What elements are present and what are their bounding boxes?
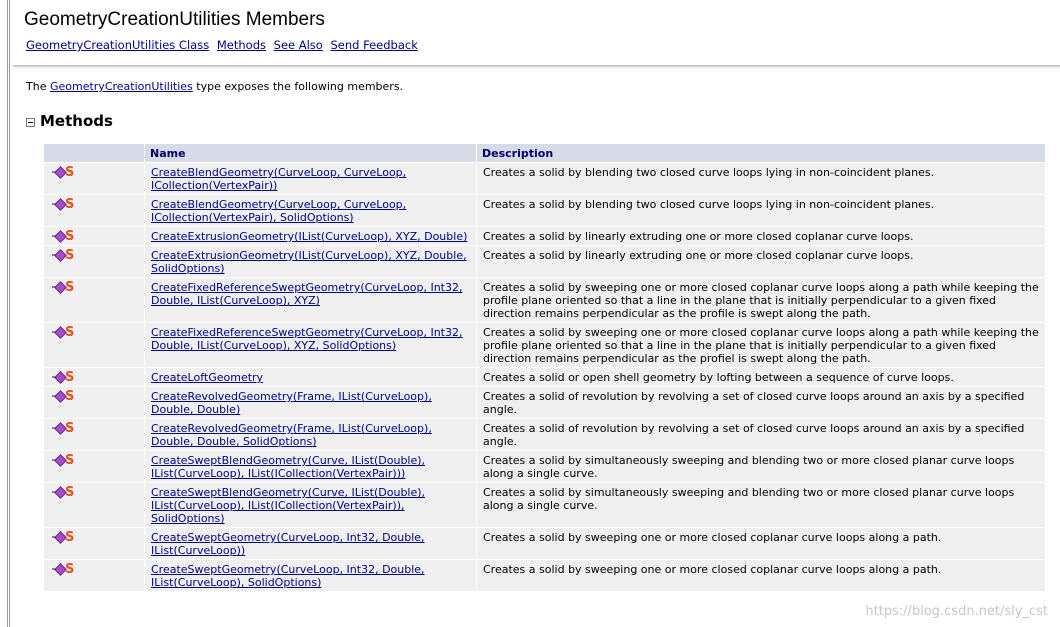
static-icon: S bbox=[65, 421, 75, 436]
member-link[interactable]: CreateLoftGeometry bbox=[151, 371, 264, 384]
member-description: Creates a solid by linearly extruding one or more closed coplanar curve loops. bbox=[477, 227, 1045, 245]
member-icons-cell bbox=[44, 560, 144, 591]
member-type-icons bbox=[52, 372, 138, 383]
member-icons-cell bbox=[44, 278, 144, 322]
static-icon: S bbox=[65, 530, 75, 545]
member-icons-cell bbox=[44, 387, 144, 418]
public-method-icon bbox=[52, 372, 64, 383]
member-rows bbox=[44, 163, 1045, 591]
member-description: Creates a solid of revolution by revolving a set of closed curve loops around an axis by a specified angle. bbox=[477, 419, 1045, 450]
table-row bbox=[44, 483, 1045, 527]
member-link[interactable]: CreateBlendGeometry(CurveLoop, CurveLoop, ICollection(VertexPair)) bbox=[151, 166, 407, 192]
member-type-icons bbox=[52, 532, 138, 543]
methods-section-header[interactable] bbox=[26, 112, 113, 130]
methods-link[interactable]: Methods bbox=[216, 38, 266, 52]
member-name-cell bbox=[145, 387, 476, 418]
member-icons-cell bbox=[44, 246, 144, 277]
public-method-icon bbox=[52, 167, 64, 178]
public-method-icon bbox=[52, 250, 64, 261]
member-icons-cell bbox=[44, 368, 144, 386]
watermark: https://blog.csdn.net/sly_cst bbox=[865, 604, 1048, 619]
table-row bbox=[44, 368, 1045, 386]
member-icons-cell bbox=[44, 528, 144, 559]
description-column-header: Description bbox=[477, 144, 1045, 162]
member-name-cell bbox=[145, 163, 476, 194]
member-type-icons bbox=[52, 391, 138, 402]
table-row bbox=[44, 246, 1045, 277]
member-name-cell bbox=[145, 419, 476, 450]
member-type-icons bbox=[52, 423, 138, 434]
table-row bbox=[44, 278, 1045, 322]
member-link[interactable]: CreateRevolvedGeometry(Frame, IList(CurveLoop), Double, Double, SolidOptions) bbox=[151, 422, 432, 448]
table-row bbox=[44, 227, 1045, 245]
public-method-icon bbox=[52, 532, 64, 543]
member-description: Creates a solid by sweeping one or more closed coplanar curve loops along a path while keeping the profile plane oriented so that a line in the plane that is initially perpendicular to a given fixed direction remains perpendicular as the profiel is swept along the path. bbox=[477, 323, 1045, 367]
public-method-icon bbox=[52, 327, 64, 338]
member-icons-cell bbox=[44, 451, 144, 482]
member-name-cell bbox=[145, 528, 476, 559]
member-link[interactable]: CreateFixedReferenceSweptGeometry(CurveLoop, Int32, Double, IList(CurveLoop), XYZ, SolidOptions) bbox=[151, 326, 463, 352]
table-row bbox=[44, 387, 1045, 418]
member-name-cell bbox=[145, 483, 476, 527]
member-type-icons bbox=[52, 250, 138, 261]
member-link[interactable]: CreateExtrusionGeometry(IList(CurveLoop), XYZ, Double, SolidOptions) bbox=[151, 249, 467, 275]
static-icon: S bbox=[65, 229, 75, 244]
member-description: Creates a solid by simultaneously sweeping and blending two or more closed planar curve loops along a single curve. bbox=[477, 483, 1045, 527]
member-name-cell bbox=[145, 195, 476, 226]
table-row bbox=[44, 528, 1045, 559]
header-links bbox=[26, 38, 422, 52]
member-link[interactable]: CreateSweptBlendGeometry(Curve, IList(Double), IList(CurveLoop), IList(ICollection(VertexPair))) bbox=[151, 454, 426, 480]
static-icon: S bbox=[65, 485, 75, 500]
member-type-icons bbox=[52, 455, 138, 466]
static-icon: S bbox=[65, 562, 75, 577]
member-type-icons bbox=[52, 487, 138, 498]
member-icons-cell bbox=[44, 483, 144, 527]
member-name-cell bbox=[145, 560, 476, 591]
member-type-icons bbox=[52, 167, 138, 178]
member-description: Creates a solid by linearly extruding one or more closed coplanar curve loops. bbox=[477, 246, 1045, 277]
see-also-link[interactable]: See Also bbox=[273, 38, 323, 52]
left-frame-border bbox=[0, 0, 10, 627]
public-method-icon bbox=[52, 199, 64, 210]
table-row bbox=[44, 560, 1045, 591]
name-column-header: Name bbox=[145, 144, 476, 162]
class-link[interactable]: GeometryCreationUtilities Class bbox=[26, 38, 210, 52]
public-method-icon bbox=[52, 282, 64, 293]
send-feedback-link[interactable]: Send Feedback bbox=[330, 38, 418, 52]
public-method-icon bbox=[52, 564, 64, 575]
member-description: Creates a solid by blending two closed curve loops lying in non-coincident planes. bbox=[477, 163, 1045, 194]
member-type-icons bbox=[52, 231, 138, 242]
member-name-cell bbox=[145, 278, 476, 322]
static-icon: S bbox=[65, 280, 75, 295]
member-type-icons bbox=[52, 199, 138, 210]
member-description: Creates a solid by sweeping one or more closed coplanar curve loops along a path. bbox=[477, 560, 1045, 591]
member-link[interactable]: CreateSweptBlendGeometry(Curve, IList(Double), IList(CurveLoop), IList(ICollection(VertexPair)), SolidOptions) bbox=[151, 486, 426, 525]
static-icon: S bbox=[65, 197, 75, 212]
member-description: Creates a solid by blending two closed curve loops lying in non-coincident planes. bbox=[477, 195, 1045, 226]
member-link[interactable]: CreateExtrusionGeometry(IList(CurveLoop), XYZ, Double) bbox=[151, 230, 468, 243]
member-link[interactable]: CreateSweptGeometry(CurveLoop, Int32, Double, IList(CurveLoop)) bbox=[151, 531, 425, 557]
static-icon: S bbox=[65, 370, 75, 385]
static-icon: S bbox=[65, 165, 75, 180]
member-link[interactable]: CreateSweptGeometry(CurveLoop, Int32, Double, IList(CurveLoop), SolidOptions) bbox=[151, 563, 425, 589]
member-link[interactable]: CreateFixedReferenceSweptGeometry(CurveLoop, Int32, Double, IList(CurveLoop), XYZ) bbox=[151, 281, 463, 307]
intro-text: The GeometryCreationUtilities type exposes the following members. bbox=[26, 80, 404, 93]
member-icons-cell bbox=[44, 163, 144, 194]
member-description: Creates a solid of revolution by revolving a set of closed curve loops around an axis by a specified angle. bbox=[477, 387, 1045, 418]
type-link[interactable]: GeometryCreationUtilities bbox=[49, 80, 193, 93]
table-row bbox=[44, 451, 1045, 482]
member-name-cell bbox=[145, 246, 476, 277]
members-table bbox=[43, 143, 1046, 592]
static-icon: S bbox=[65, 248, 75, 263]
page-title: GeometryCreationUtilities Members bbox=[24, 9, 325, 30]
table-row bbox=[44, 419, 1045, 450]
page-header bbox=[13, 0, 1060, 66]
member-description: Creates a solid by sweeping one or more closed coplanar curve loops along a path while keeping the profile plane oriented so that a line in the plane that is initially perpendicular to a given fixed direction remains perpendicular as the profile is swept along the path. bbox=[477, 278, 1045, 322]
member-description: Creates a solid by simultaneously sweeping and blending two or more closed planar curve loops along a single curve. bbox=[477, 451, 1045, 482]
public-method-icon bbox=[52, 487, 64, 498]
public-method-icon bbox=[52, 423, 64, 434]
member-description: Creates a solid or open shell geometry by lofting between a sequence of curve loops. bbox=[477, 368, 1045, 386]
member-description: Creates a solid by sweeping one or more closed coplanar curve loops along a path. bbox=[477, 528, 1045, 559]
public-method-icon bbox=[52, 391, 64, 402]
main-content bbox=[13, 72, 1060, 627]
member-link[interactable]: CreateBlendGeometry(CurveLoop, CurveLoop, ICollection(VertexPair), SolidOptions) bbox=[151, 198, 407, 224]
static-icon: S bbox=[65, 325, 75, 340]
member-name-cell bbox=[145, 227, 476, 245]
member-icons-cell bbox=[44, 227, 144, 245]
member-link[interactable]: CreateRevolvedGeometry(Frame, IList(CurveLoop), Double, Double) bbox=[151, 390, 432, 416]
collapse-icon[interactable] bbox=[26, 118, 35, 127]
member-type-icons bbox=[52, 564, 138, 575]
icon-column-header bbox=[44, 144, 144, 162]
table-row bbox=[44, 163, 1045, 194]
table-header-row bbox=[44, 144, 1045, 162]
member-name-cell bbox=[145, 368, 476, 386]
table-row bbox=[44, 195, 1045, 226]
public-method-icon bbox=[52, 231, 64, 242]
member-name-cell bbox=[145, 451, 476, 482]
table-row bbox=[44, 323, 1045, 367]
member-name-cell bbox=[145, 323, 476, 367]
member-icons-cell bbox=[44, 323, 144, 367]
public-method-icon bbox=[52, 455, 64, 466]
static-icon: S bbox=[65, 453, 75, 468]
header-divider bbox=[13, 66, 1060, 69]
member-type-icons bbox=[52, 282, 138, 293]
member-icons-cell bbox=[44, 419, 144, 450]
member-icons-cell bbox=[44, 195, 144, 226]
static-icon: S bbox=[65, 389, 75, 404]
member-type-icons bbox=[52, 327, 138, 338]
section-title: Methods bbox=[40, 112, 113, 130]
